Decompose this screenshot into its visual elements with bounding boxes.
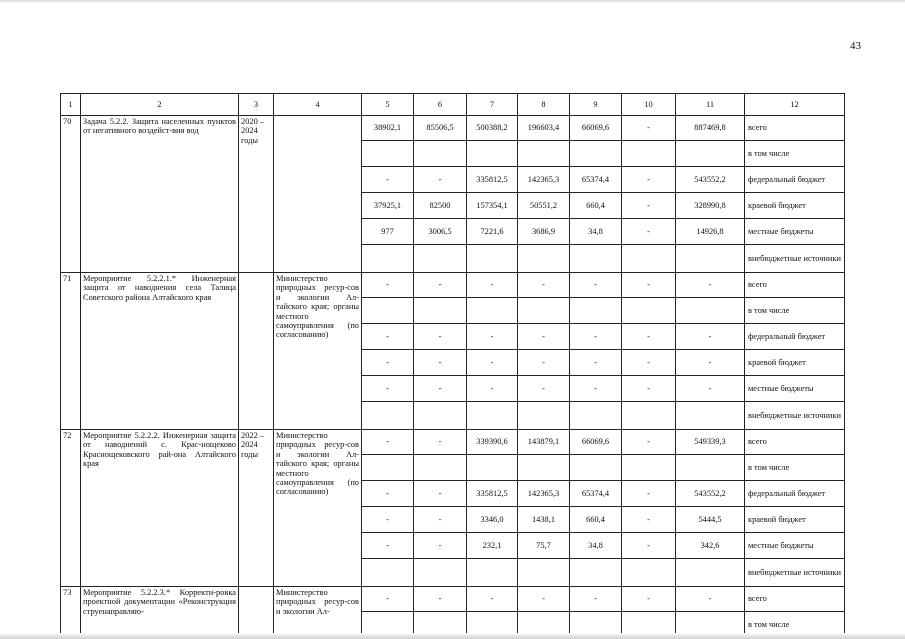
funding-label: в том числе: [745, 298, 845, 324]
table-row: [61, 273, 845, 298]
value-cell: [676, 455, 745, 481]
value-cell: [362, 402, 414, 430]
value-cell: 37925,1: [362, 193, 414, 219]
value-cell: [414, 559, 467, 587]
value-cell: -: [362, 167, 414, 193]
value-cell: 543552,2: [676, 481, 745, 507]
value-cell: [622, 559, 676, 587]
funding-label: внебюджетные источники: [745, 245, 845, 273]
value-cell: [622, 245, 676, 273]
value-cell: -: [570, 324, 622, 350]
value-cell: -: [622, 507, 676, 533]
row-description: Мероприятие 5.2.2.2. Инженерная защита от наводнений с. Крас-нощеково Краснощековского рай-она Алтайского края: [81, 430, 239, 587]
value-cell: -: [622, 430, 676, 455]
value-cell: -: [676, 376, 745, 402]
value-cell: [362, 298, 414, 324]
value-cell: 339390,6: [467, 430, 518, 455]
header-cell: 10: [622, 94, 676, 116]
value-cell: [414, 141, 467, 167]
value-cell: -: [676, 350, 745, 376]
header-cell: 12: [745, 94, 845, 116]
header-row: [61, 94, 845, 116]
funding-label: краевой бюджет: [745, 507, 845, 533]
value-cell: 196603,4: [518, 116, 570, 141]
table-row: [61, 587, 845, 612]
header-cell: 9: [570, 94, 622, 116]
value-cell: [467, 402, 518, 430]
row-period: 2020 – 2024 годы: [239, 116, 274, 273]
funding-label: внебюджетные источники: [745, 559, 845, 587]
row-description: Задача 5.2.2. Защита населенных пунктов от негативного воздейст-вия вод: [81, 116, 239, 273]
value-cell: 66069,6: [570, 116, 622, 141]
value-cell: 82500: [414, 193, 467, 219]
row-executor: [274, 116, 362, 273]
value-cell: [362, 141, 414, 167]
funding-label: в том числе: [745, 141, 845, 167]
value-cell: 142365,3: [518, 481, 570, 507]
value-cell: [362, 245, 414, 273]
value-cell: -: [414, 273, 467, 298]
value-cell: -: [414, 533, 467, 559]
table-row: [61, 116, 845, 141]
value-cell: 660,4: [570, 193, 622, 219]
value-cell: -: [518, 273, 570, 298]
value-cell: [414, 455, 467, 481]
page-number: 43: [850, 40, 861, 52]
value-cell: 85506,5: [414, 116, 467, 141]
value-cell: [570, 298, 622, 324]
value-cell: -: [362, 481, 414, 507]
row-period: 2022 – 2024 годы: [239, 430, 274, 587]
value-cell: -: [467, 273, 518, 298]
value-cell: 34,8: [570, 219, 622, 245]
value-cell: -: [362, 324, 414, 350]
value-cell: [518, 402, 570, 430]
row-description: Мероприятие 5.2.2.1.* Инженерная защита от наводнения села Талица Советского района Алтайского края: [81, 273, 239, 430]
header-cell: 1: [61, 94, 81, 116]
budget-table: [60, 93, 845, 638]
value-cell: [414, 245, 467, 273]
value-cell: 335812,5: [467, 167, 518, 193]
funding-label: федеральный бюджет: [745, 481, 845, 507]
row-period: [239, 587, 274, 638]
value-cell: -: [518, 376, 570, 402]
value-cell: [570, 402, 622, 430]
funding-label: федеральный бюджет: [745, 167, 845, 193]
value-cell: [570, 455, 622, 481]
value-cell: [414, 298, 467, 324]
value-cell: -: [622, 376, 676, 402]
value-cell: -: [570, 273, 622, 298]
header-cell: 7: [467, 94, 518, 116]
value-cell: [518, 455, 570, 481]
value-cell: 543552,2: [676, 167, 745, 193]
header-cell: 2: [81, 94, 239, 116]
value-cell: -: [362, 430, 414, 455]
header-cell: 11: [676, 94, 745, 116]
value-cell: 3346,0: [467, 507, 518, 533]
value-cell: -: [676, 324, 745, 350]
row-description: Мероприятие 5.2.2.3.* Корректи-ровка проектной документации «Реконструкция струенаправляю-: [81, 587, 239, 638]
funding-label: внебюджетные источники: [745, 402, 845, 430]
funding-label: всего: [745, 116, 845, 141]
value-cell: -: [414, 376, 467, 402]
value-cell: 500388,2: [467, 116, 518, 141]
scan-edge-bottom: [0, 633, 905, 639]
value-cell: -: [467, 350, 518, 376]
value-cell: -: [414, 587, 467, 612]
value-cell: [676, 402, 745, 430]
row-number: 71: [61, 273, 81, 430]
value-cell: -: [467, 376, 518, 402]
value-cell: -: [414, 350, 467, 376]
value-cell: 549339,3: [676, 430, 745, 455]
value-cell: [570, 141, 622, 167]
value-cell: -: [622, 350, 676, 376]
funding-label: всего: [745, 273, 845, 298]
value-cell: 3686,9: [518, 219, 570, 245]
funding-label: местные бюджеты: [745, 219, 845, 245]
header-cell: 4: [274, 94, 362, 116]
row-executor: Министерство природных ресур-сов и экологии Ал-тайского края; органы местного самоуправления (по согласованию): [274, 430, 362, 587]
row-executor: Министерство природных ресур-сов и экологии Ал-тайского края; органы местного самоуправления (по согласованию): [274, 273, 362, 430]
value-cell: [362, 559, 414, 587]
value-cell: -: [570, 587, 622, 612]
value-cell: [362, 455, 414, 481]
value-cell: 335812,5: [467, 481, 518, 507]
table-row: [61, 430, 845, 455]
value-cell: -: [362, 350, 414, 376]
value-cell: 3006,5: [414, 219, 467, 245]
value-cell: [622, 402, 676, 430]
value-cell: [414, 402, 467, 430]
funding-label: местные бюджеты: [745, 533, 845, 559]
value-cell: -: [362, 533, 414, 559]
funding-label: местные бюджеты: [745, 376, 845, 402]
value-cell: [518, 559, 570, 587]
value-cell: -: [362, 507, 414, 533]
funding-label: всего: [745, 587, 845, 612]
row-number: 73: [61, 587, 81, 638]
value-cell: 977: [362, 219, 414, 245]
value-cell: -: [362, 273, 414, 298]
value-cell: [467, 559, 518, 587]
value-cell: -: [622, 219, 676, 245]
funding-label: в том числе: [745, 612, 845, 638]
value-cell: -: [518, 587, 570, 612]
value-cell: -: [622, 481, 676, 507]
value-cell: -: [414, 167, 467, 193]
funding-label: в том числе: [745, 455, 845, 481]
value-cell: 232,1: [467, 533, 518, 559]
value-cell: [570, 245, 622, 273]
value-cell: -: [622, 116, 676, 141]
value-cell: 887469,8: [676, 116, 745, 141]
value-cell: -: [676, 587, 745, 612]
header-cell: 6: [414, 94, 467, 116]
header-cell: 3: [239, 94, 274, 116]
scan-edge-top: [0, 0, 905, 3]
value-cell: 660,4: [570, 507, 622, 533]
value-cell: [518, 245, 570, 273]
value-cell: 342,6: [676, 533, 745, 559]
value-cell: -: [570, 376, 622, 402]
value-cell: -: [414, 324, 467, 350]
value-cell: -: [622, 273, 676, 298]
row-number: 70: [61, 116, 81, 273]
header-cell: 5: [362, 94, 414, 116]
value-cell: 157354,1: [467, 193, 518, 219]
value-cell: -: [467, 587, 518, 612]
funding-label: краевой бюджет: [745, 193, 845, 219]
value-cell: [467, 455, 518, 481]
row-executor: Министерство природных ресур-сов и экологии Ал-: [274, 587, 362, 638]
value-cell: [676, 141, 745, 167]
header-cell: 8: [518, 94, 570, 116]
value-cell: -: [414, 507, 467, 533]
value-cell: -: [467, 324, 518, 350]
value-cell: 75,7: [518, 533, 570, 559]
value-cell: [467, 141, 518, 167]
value-cell: 65374,4: [570, 167, 622, 193]
value-cell: -: [362, 376, 414, 402]
value-cell: [570, 559, 622, 587]
value-cell: -: [362, 587, 414, 612]
value-cell: 66069,6: [570, 430, 622, 455]
value-cell: [622, 141, 676, 167]
funding-label: краевой бюджет: [745, 350, 845, 376]
value-cell: [676, 245, 745, 273]
value-cell: -: [676, 273, 745, 298]
value-cell: [676, 559, 745, 587]
value-cell: 65374,4: [570, 481, 622, 507]
value-cell: -: [518, 350, 570, 376]
value-cell: [467, 245, 518, 273]
value-cell: -: [414, 430, 467, 455]
value-cell: [622, 455, 676, 481]
value-cell: [622, 298, 676, 324]
value-cell: 7221,6: [467, 219, 518, 245]
value-cell: 50551,2: [518, 193, 570, 219]
value-cell: 328990,8: [676, 193, 745, 219]
row-number: 72: [61, 430, 81, 587]
value-cell: -: [570, 350, 622, 376]
value-cell: -: [414, 481, 467, 507]
funding-label: всего: [745, 430, 845, 455]
value-cell: 34,8: [570, 533, 622, 559]
value-cell: -: [622, 324, 676, 350]
value-cell: 143879,1: [518, 430, 570, 455]
value-cell: 142365,3: [518, 167, 570, 193]
value-cell: 38902,1: [362, 116, 414, 141]
value-cell: -: [622, 193, 676, 219]
value-cell: [518, 141, 570, 167]
value-cell: -: [622, 167, 676, 193]
value-cell: -: [622, 587, 676, 612]
value-cell: 14926,8: [676, 219, 745, 245]
row-period: [239, 273, 274, 430]
value-cell: 1438,1: [518, 507, 570, 533]
funding-label: федеральный бюджет: [745, 324, 845, 350]
value-cell: [467, 298, 518, 324]
value-cell: 5444,5: [676, 507, 745, 533]
value-cell: -: [518, 324, 570, 350]
value-cell: [676, 298, 745, 324]
value-cell: -: [622, 533, 676, 559]
value-cell: [518, 298, 570, 324]
